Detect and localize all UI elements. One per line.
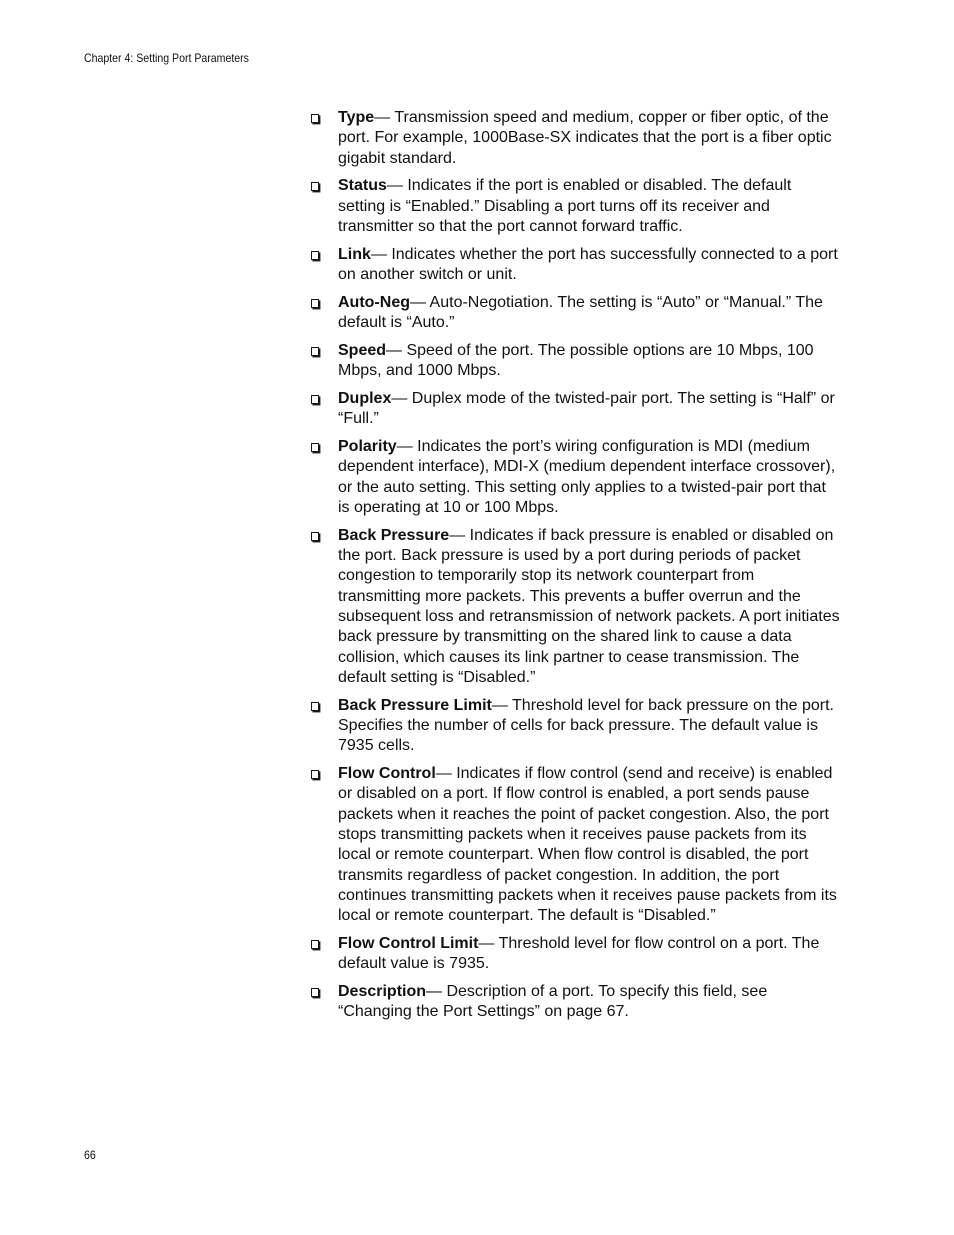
term-description: — Transmission speed and medium, copper or fiber optic, of the port. For example, 1000Base-SX indicates that the port is a fiber optic gigabit standard. <box>338 109 832 167</box>
list-item-type <box>309 108 841 169</box>
term-label: Back Pressure Limit <box>338 696 492 714</box>
checkbox-bullet-icon <box>311 182 319 191</box>
list-item-speed <box>309 341 841 382</box>
checkbox-bullet-icon <box>311 443 319 452</box>
checkbox-bullet-icon <box>311 770 319 779</box>
term-label: Flow Control Limit <box>338 934 479 952</box>
list-item-back-pressure <box>309 526 841 688</box>
term-label: Auto-Neg <box>338 293 410 311</box>
term-description: — Indicates if flow control (send and receive) is enabled or disabled on a port. If flow control is enabled, a port sends pause packets when it reaches the point of packet congestion. Also, the port stops transmitting packets when it receives pause packets from its local or remote counterpart. When flow control is disabled, the port transmits regardless of packet congestion. In addition, the port continues transmitting packets when it receives pause packets from its local or remote counterpart. The default is “Disabled.” <box>338 765 837 925</box>
list-item-duplex <box>309 389 841 430</box>
checkbox-bullet-icon <box>311 988 319 997</box>
checkbox-bullet-icon <box>311 532 319 541</box>
running-header: Chapter 4: Setting Port Parameters <box>84 51 249 65</box>
term-label: Description <box>338 983 427 1001</box>
list-item-flow-control-limit <box>309 934 841 975</box>
list-item-auto-neg <box>309 293 841 334</box>
checkbox-bullet-icon <box>311 114 319 123</box>
checkbox-bullet-icon <box>311 347 319 356</box>
term-label: Status <box>338 177 387 195</box>
checkbox-bullet-icon <box>311 251 319 260</box>
checkbox-bullet-icon <box>311 702 319 711</box>
checkbox-bullet-icon <box>311 299 319 308</box>
list-item-flow-control <box>309 764 841 926</box>
list-item-status <box>309 176 841 237</box>
term-label: Flow Control <box>338 765 436 783</box>
term-description: — Indicates if the port is enabled or disabled. The default setting is “Enabled.” Disabling a port turns off its receiver and transmitter so that the port cannot forward traffic. <box>338 177 792 235</box>
checkbox-bullet-icon <box>311 395 319 404</box>
port-field-list <box>309 108 841 1030</box>
term-description: — Speed of the port. The possible options are 10 Mbps, 100 Mbps, and 1000 Mbps. <box>338 341 814 380</box>
list-item-description <box>309 982 841 1023</box>
term-description: — Duplex mode of the twisted-pair port. The setting is “Half” or “Full.” <box>338 390 835 428</box>
term-label: Speed <box>338 341 387 359</box>
term-description: — Threshold level for flow control on a port. The default value is 7935. <box>338 934 820 973</box>
list-item-back-pressure-limit <box>309 696 841 757</box>
checkbox-bullet-icon <box>311 940 319 949</box>
term-description: — Description of a port. To specify this field, see “Changing the Port Settings” on page 67. <box>338 983 768 1021</box>
term-label: Back Pressure <box>338 526 450 544</box>
list-item-polarity <box>309 437 841 518</box>
term-label: Link <box>338 245 371 263</box>
term-description: — Indicates whether the port has successfully connected to a port on another switch or unit. <box>338 245 838 284</box>
term-label: Polarity <box>338 438 397 456</box>
term-description: — Auto-Negotiation. The setting is “Auto” or “Manual.” The default is “Auto.” <box>338 293 823 332</box>
term-description: — Threshold level for back pressure on the port. Specifies the number of cells for back pressure. The default value is 7935 cells. <box>338 696 834 755</box>
term-label: Duplex <box>338 390 392 408</box>
term-description: — Indicates the port’s wiring configuration is MDI (medium dependent interface), MDI-X (medium dependent interface crossover), or the auto setting. This setting only applies to a twisted-pair port that is operating at 10 or 100 Mbps. <box>338 438 836 517</box>
page-number: 66 <box>84 1148 96 1162</box>
term-label: Type <box>338 109 375 126</box>
list-item-link <box>309 245 841 286</box>
term-description: — Indicates if back pressure is enabled or disabled on the port. Back pressure is used by a port during periods of packet congestion to temporarily stop its network counterpart from transmitting more packets. This prevents a buffer overrun and the subsequent loss and retransmission of network packets. A port initiates back pressure by transmitting on the shared link to cause a data collision, which causes its link partner to cease transmission. The default setting is “Disabled.” <box>338 526 840 686</box>
